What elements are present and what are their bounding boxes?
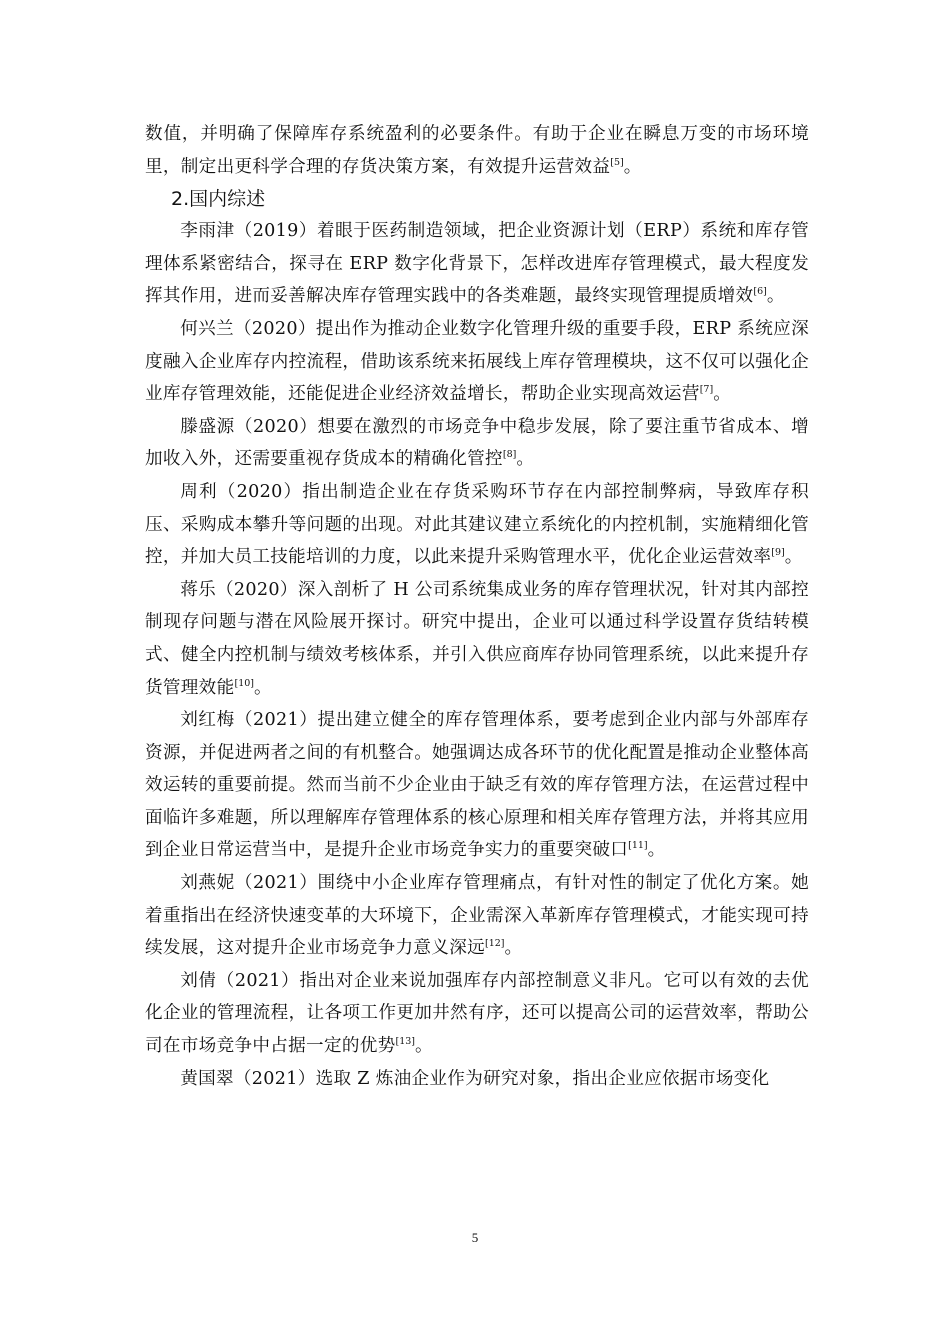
paragraph-he-xinglan: 何兴兰（2020）提出作为推动企业数字化管理升级的重要手段，ERP 系统应深度融入企业库存内控流程，借助该系统来拓展线上库存管理模块，这不仅可以强化企业库存管理效能，还能促进企业经济效益增长，帮助企业实现高效运营[7]。 [145, 318, 809, 405]
section-heading: 2.国内综述 [171, 188, 266, 211]
paragraph-liu-yanni: 刘燕妮（2021）围绕中小企业库存管理痛点，有针对性的制定了优化方案。她着重指出在经济快速变革的大环境下，企业需深入革新库存管理模式，才能实现可持续发展，这对提升企业市场竞争力意义深远[12]。 [145, 873, 809, 959]
intro-text: 数值，并明确了保障库存系统盈利的必要条件。有助于企业在瞬息万变的市场环境里，制定出更科学合理的存货决策方案，有效提升运营效益 [145, 124, 809, 177]
citation-ref: [10] [234, 677, 254, 689]
paragraph-huang-guocui: 黄国翠（2021）选取 Z 炼油企业作为研究对象，指出企业应依据市场变化 [180, 1068, 770, 1089]
citation-ref: [7] [699, 384, 714, 396]
paragraph-teng-shengyuan: 滕盛源（2020）想要在激烈的市场竞争中稳步发展，除了要注重节省成本、增加收入外，还需要重视存货成本的精确化管控[8]。 [145, 416, 809, 470]
page-number: 5 [471, 1230, 479, 1245]
paragraph-zhou-li: 周利（2020）指出制造企业在存货采购环节存在内部控制弊病，导致库存积压、采购成本攀升等问题的出现。对此其建议建立系统化的内控机制，实施精细化管控，并加大员工技能培训的力度，以此来提升采购管理水平，优化企业运营效率[9]。 [145, 481, 809, 568]
citation-ref: [12] [484, 938, 505, 950]
citation-ref: [13] [395, 1036, 416, 1048]
citation-ref: [9] [771, 547, 785, 559]
citation-ref: [5] [610, 156, 624, 168]
intro-paragraph: 数值，并明确了保障库存系统盈利的必要条件。有助于企业在瞬息万变的市场环境里，制定出更科学合理的存货决策方案，有效提升运营效益[5]。 [145, 124, 809, 177]
paragraph-liu-hongmei: 刘红梅（2021）提出建立健全的库存管理体系，要考虑到企业内部与外部库存资源，并促进两者之间的有机整合。她强调达成各环节的优化配置是推动企业整体高效运转的重要前提。然而当前不少企业由于缺乏有效的库存管理方法，在运营过程中面临许多难题，所以理解库存管理体系的核心原理和相关库存管理方法，并将其应用到企业日常运营当中，是提升企业市场竞争实力的重要突破口[11]。 [145, 710, 809, 861]
page-body [145, 118, 809, 1095]
paragraph-li-yujin: 李雨津（2019）着眼于医药制造领域，把企业资源计划（ERP）系统和库存管理体系紧密结合，探寻在 ERP 数字化背景下，怎样改进库存管理模式，最大程度发挥其作用，进而妥善解决库存管理实践中的各类难题，最终实现管理提质增效[6]。 [145, 221, 809, 307]
citation-ref: [8] [502, 449, 517, 461]
citation-ref: [6] [753, 286, 767, 298]
paragraph-liu-qian: 刘倩（2021）指出对企业来说加强库存内部控制意义非凡。它可以有效的去优化企业的管理流程，让各项工作更加井然有序，还可以提高公司的运营效率，帮助公司在市场竞争中占据一定的优势[13]。 [145, 970, 809, 1057]
paragraph-jiang-le: 蒋乐（2020）深入剖析了 H 公司系统集成业务的库存管理状况，针对其内部控制现存问题与潜在风险展开探讨。研究中提出，企业可以通过科学设置存货结转模式、健全内控机制与绩效考核体系，并引入供应商库存协同管理系统，以此来提升存货管理效能[10]。 [145, 579, 809, 698]
citation-ref: [11] [628, 840, 648, 852]
